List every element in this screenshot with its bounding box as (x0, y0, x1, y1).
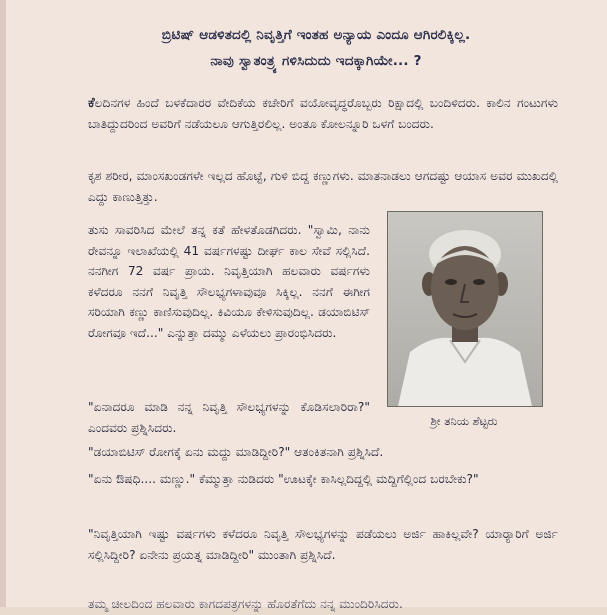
paragraph-4: "ಏನಾದರೂ ಮಾಡಿ ನನ್ನ ನಿವೃತ್ತಿ ಸೌಲಭ್ಯಗಳನ್ನು ಕೊಡಿಸಲಾರಿರಾ?" ಎಂದವರು ಪ್ರಶ್ನಿಸಿದರು. (88, 400, 370, 435)
portrait-image (388, 212, 542, 406)
paragraph-1 (88, 93, 558, 134)
portrait-photo (387, 211, 543, 407)
title-line-2: ನಾವು ಸ್ವಾತಂತ್ರ್ಯ ಗಳಿಸಿದುದು ಇದಕ್ಕಾಗಿಯೇ... ? (210, 53, 422, 69)
photo-caption: ಶ್ರೀ ತನಿಯ ಶೆಟ್ಟರು (430, 414, 498, 428)
drop-letter: ಕೆ (88, 95, 95, 111)
paragraph-8-partial: ತಮ್ಮ ಚೀಲದಿಂದ ಹಲವಾರು ಕಾಗದಪತ್ರಗಳನ್ನು ಹೊರತೆಗೆದು ನನ್ನ ಮುಂದಿರಿಸಿದರು. (88, 597, 403, 611)
title-line-1: ಬ್ರಿಟಿಷ್ ಆಡಳಿತದಲ್ಲಿ ನಿವೃತ್ತಿಗೆ ಇಂತಹ ಅನ್ಯಾಯ ಎಂದೂ ಆಗಿರಲಿಕ್ಕಿಲ್ಲ. (161, 27, 471, 43)
article-title (66, 22, 566, 74)
paragraph-5: "ಡಯಾಬಿಟಿಸ್ ರೋಗಕ್ಕೆ ಏನು ಮದ್ದು ಮಾಡಿದ್ದೀರಿ?" ಆತಂಕಿತನಾಗಿ ಪ್ರಶ್ನಿಸಿದೆ. (88, 445, 384, 459)
paragraph-3: ತುಸು ಸಾವರಿಸಿದ ಮೇಲೆ ತನ್ನ ಕತೆ ಹೇಳತೊಡಗಿದರು. "ಸ್ವಾಮಿ, ನಾನು ರೇವನ್ನೂ ಇಲಾಖೆಯಲ್ಲಿ 41 ವರ್ಷಗಳಷ್ಟು ದೀರ್ಘ ಕಾಲ ಸೇವೆ ಸಲ್ಲಿಸಿದೆ. ನನಗೀಗ 72 ವರ್ಷ ಪ್ರಾಯ. ನಿವೃತ್ತಿಯಾಗಿ ಹಲವಾರು ವರ್ಷಗಳು ಕಳೆದರೂ ನನಗೆ ನಿವೃತ್ತಿ ಸೌಲಭ್ಯಗಳಾವುವೂ ಸಿಕ್ಕಿಲ್ಲ. ನನಗೆ ಈಗೀಗ ಸರಿಯಾಗಿ ಕಣ್ಣು ಕಾಣಿಸುವುದಿಲ್ಲ. ಕಿವಿಯೂ ಕೇಳಿಸುವುದಿಲ್ಲ. ಡಯಾಬಿಟಿಸ್ ರೋಗವೂ ಇದೆ..." ಎನ್ನುತ್ತಾ ದಮ್ಮು ಎಳೆಯಲು ಪ್ರಾರಂಭಿಸಿದರು. (88, 223, 370, 340)
paragraph-7: "ನಿವೃತ್ತಿಯಾಗಿ ಇಷ್ಟು ವರ್ಷಗಳು ಕಳೆದರೂ ನಿವೃತ್ತಿ ಸೌಲಭ್ಯಗಳನ್ನು ಪಡೆಯಲು ಅರ್ಜಿ ಹಾಕಿಲ್ಲವೇ? ಯಾರ್‍ಯಾರಿಗೆ ಅರ್ಜಿ ಸಲ್ಲಿಸಿದ್ದೀರಿ? ಏನೇನು ಪ್ರಯತ್ನ ಮಾಡಿದ್ದೀರಿ" ಮುಂತಾಗಿ ಪ್ರಶ್ನಿಸಿದೆ. (88, 527, 558, 562)
paragraph-6: "ಏನು ಔಷಧಿ.... ಮಣ್ಣು." ಕೆಮ್ಮುತ್ತಾ ನುಡಿದರು "ಊಟಕ್ಕೇ ಕಾಸಿಲ್ಲದಿದ್ದಲ್ಲಿ ಮದ್ದಿಗೆಲ್ಲಿಂದ ಬರಬೇಕು?" (88, 472, 479, 486)
paragraph-2: ಕೃಶ ಶರೀರ, ಮಾಂಸಖಂಡಗಳೇ ಇಲ್ಲದ ಹೊಟ್ಟೆ, ಗುಳಿ ಬಿದ್ದ ಕಣ್ಣುಗಳು. ಮಾತನಾಡಲು ಆಗದಷ್ಟು ಆಯಾಸ ಅವರ ಮುಖದಲ್ಲಿ ಎದ್ದು ಕಾಣುತ್ತಿತ್ತು. (88, 169, 558, 204)
paragraph-1-text: ಲದಿನಗಳ ಹಿಂದೆ ಬಳಕೆದಾರರ ವೇದಿಕೆಯ ಕಚೇರಿಗೆ ವಯೋವೃದ್ಧರೊಬ್ಬರು ರಿಕ್ಷಾದಲ್ಲಿ ಬಂದಿಳಿದರು. ಕಾಲಿನ ಗಂಟುಗಳು ಬಾತಿದ್ದುದರಿಂದ ಅವರಿಗೆ ನಡೆಯಲೂ ಆಗುತ್ತಿರಲಿಲ್ಲ. ಅಂತೂ ಕೋಲನ್ನೂರಿ ಒಳಗೆ ಬಂದರು. (88, 96, 558, 131)
